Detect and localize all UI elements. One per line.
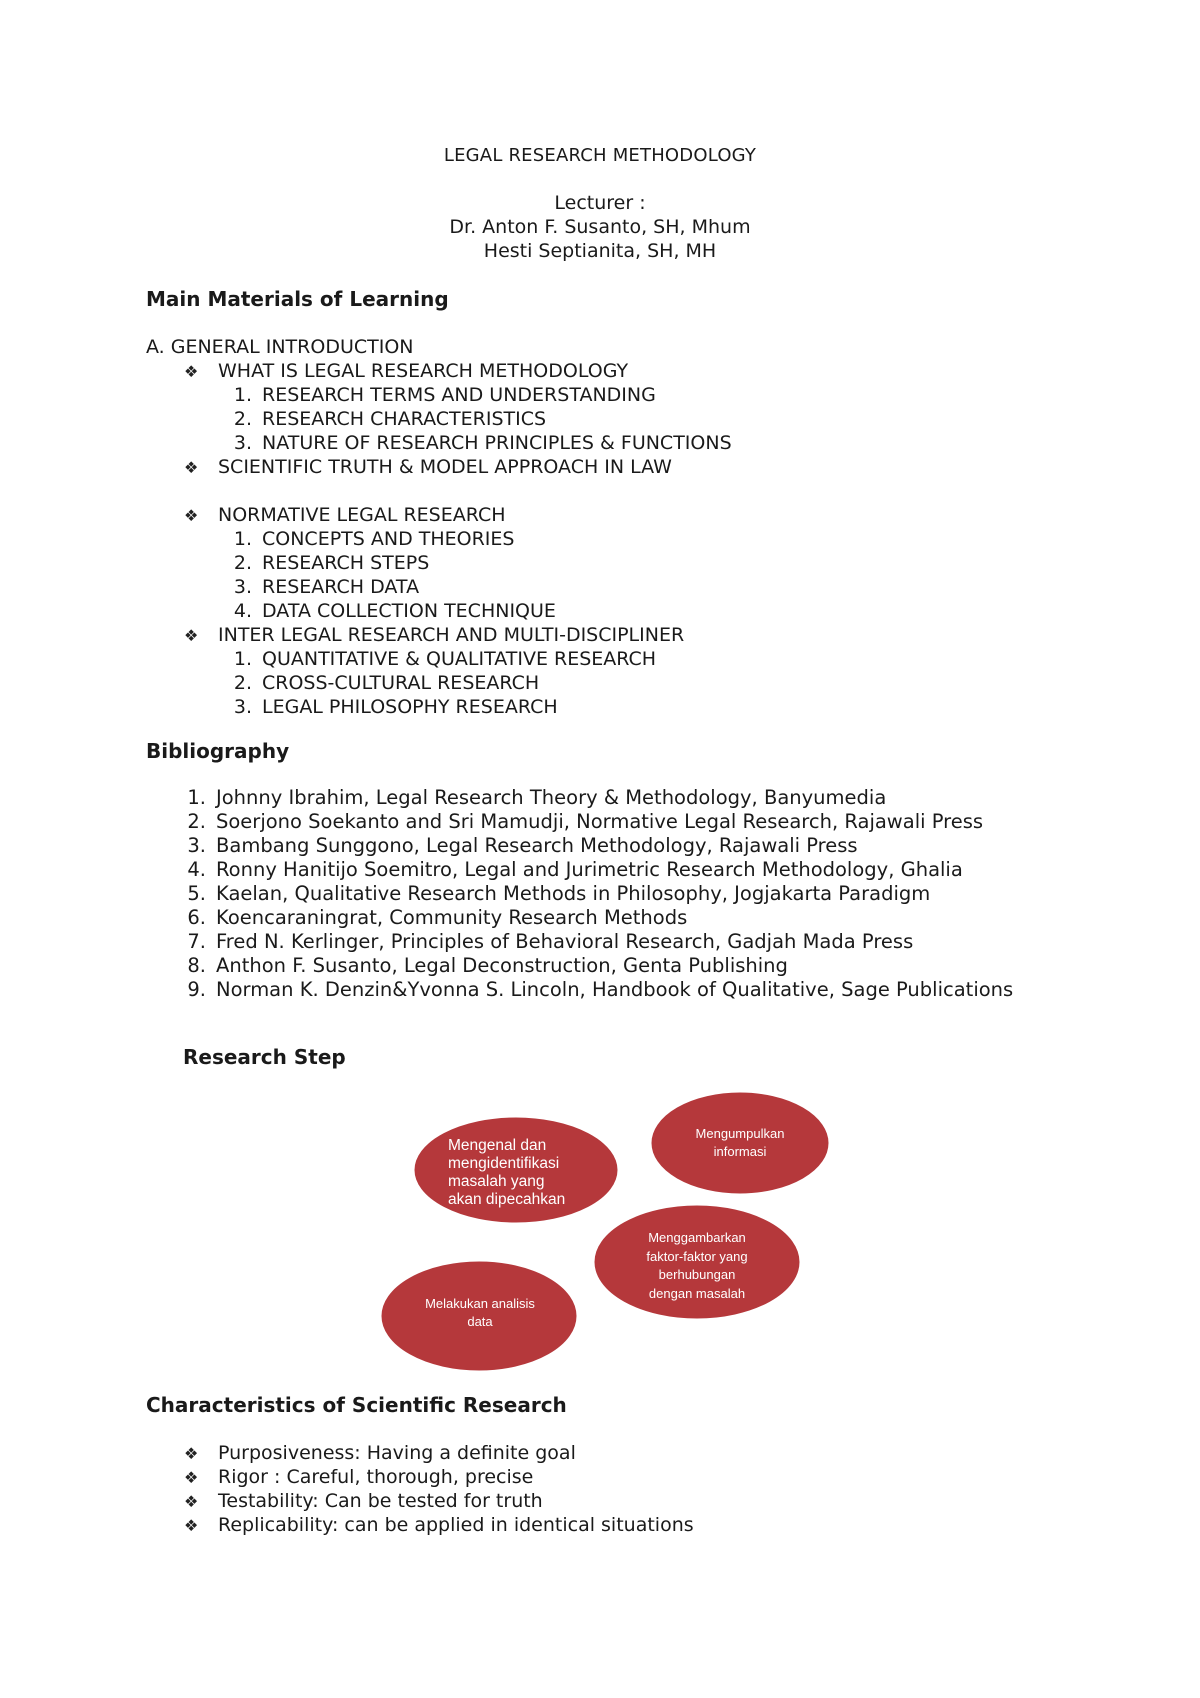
item-number: 6. [187,906,206,929]
bibliography-item [170,834,858,858]
outline-bullet-label: INTER LEGAL RESEARCH AND MULTI-DISCIPLINER [218,624,685,646]
outline-subitem-label: DATA COLLECTION TECHNIQUE [262,600,556,622]
item-number: 3. [233,696,252,718]
bibliography-item [170,810,983,834]
outline-bullet [184,455,672,480]
step-label-line: dengan masalah [648,1285,746,1301]
outline-subitem [216,671,539,695]
outline-subitem-label: RESEARCH DATA [262,576,420,598]
research-step-diagram [370,1085,850,1375]
bibliography-entry: Johnny Ibrahim, Legal Research Theory & Methodology, Banyumedia [216,786,887,809]
main-materials-heading: Main Materials of Learning [146,287,449,311]
step-label-line: mengidentifikasi [448,1155,560,1172]
item-number: 5. [187,882,206,905]
characteristics-heading: Characteristics of Scientific Research [146,1393,567,1417]
diamond-bullet-icon: ❖ [184,1492,199,1511]
outline-bullet-label: NORMATIVE LEGAL RESEARCH [218,504,506,526]
characteristic-item [184,1489,543,1514]
step-label-line: data [467,1314,493,1329]
outline-subitem [216,599,556,623]
diamond-bullet-icon: ❖ [184,506,199,525]
step-label-line: masalah yang [448,1173,545,1190]
bibliography-entry: Koencaraningrat, Community Research Methods [216,906,688,929]
characteristic-item [184,1513,694,1538]
bibliography-item [170,930,913,954]
characteristic-item [184,1441,576,1466]
outline-subitem-label: CROSS-CULTURAL RESEARCH [262,672,540,694]
outline-subitem [216,527,514,551]
item-number: 1. [187,786,206,809]
step-label [400,1295,560,1331]
research-step-heading: Research Step [183,1045,346,1069]
item-number: 3. [187,834,206,857]
bibliography-entry: Norman K. Denzin&Yvonna S. Lincoln, Handbook of Qualitative, Sage Publications [216,978,1014,1001]
bibliography-heading: Bibliography [146,739,290,763]
lecturer-label: Lecturer : [554,192,646,214]
outline-subitem [216,695,558,719]
diamond-bullet-icon: ❖ [184,1468,199,1487]
step-label-line: akan dipecahkan [448,1191,566,1208]
outline-subitem [216,383,656,407]
bibliography-item [170,978,1013,1002]
bibliography-entry: Soerjono Soekanto and Sri Mamudji, Normative Legal Research, Rajawali Press [216,810,984,833]
outline-subitem-label: LEGAL PHILOSOPHY RESEARCH [262,696,558,718]
outline-subitem [216,575,419,599]
step-label [448,1137,565,1209]
item-number: 9. [187,978,206,1001]
item-number: 8. [187,954,206,977]
outline-subitem [216,647,656,671]
bibliography-entry: Bambang Sunggono, Legal Research Methodology, Rajawali Press [216,834,858,857]
diamond-bullet-icon: ❖ [184,458,199,477]
diamond-bullet-icon: ❖ [184,1444,199,1463]
outline-subitem-label: CONCEPTS AND THEORIES [262,528,515,550]
characteristic-label: Testability: Can be tested for truth [218,1490,543,1512]
item-number: 3. [233,432,252,454]
item-number: 7. [187,930,206,953]
section-a-label: A. GENERAL INTRODUCTION [146,336,414,358]
outline-subitem-label: NATURE OF RESEARCH PRINCIPLES & FUNCTIONS [262,432,732,454]
bibliography-entry: Ronny Hanitijo Soemitro, Legal and Jurimetric Research Methodology, Ghalia [216,858,963,881]
bibliography-entry: Fred N. Kerlinger, Principles of Behavioral Research, Gadjah Mada Press [216,930,914,953]
item-number: 2. [233,552,252,574]
characteristic-label: Purposiveness: Having a definite goal [218,1442,576,1464]
step-label-line: faktor-faktor yang [646,1248,748,1264]
diamond-bullet-icon: ❖ [184,626,199,645]
outline-bullet [184,503,506,528]
diamond-bullet-icon: ❖ [184,362,199,381]
lecturer-name: Dr. Anton F. Susanto, SH, Mhum [449,216,751,238]
outline-bullet-label: SCIENTIFIC TRUTH & MODEL APPROACH IN LAW [218,456,672,478]
item-number: 1. [233,528,252,550]
bibliography-entry: Anthon F. Susanto, Legal Deconstruction, Genta Publishing [216,954,788,977]
outline-bullet [184,623,684,648]
outline-subitem-label: RESEARCH STEPS [262,552,430,574]
item-number: 3. [233,576,252,598]
outline-subitem-label: RESEARCH CHARACTERISTICS [262,408,547,430]
bibliography-item [170,786,886,810]
item-number: 2. [187,810,206,833]
characteristic-label: Replicability: can be applied in identical situations [218,1514,694,1536]
step-label-line: Melakukan analisis [425,1296,535,1311]
bibliography-entry: Kaelan, Qualitative Research Methods in Philosophy, Jogjakarta Paradigm [216,882,931,905]
bibliography-item [170,906,687,930]
step-label [612,1229,782,1303]
step-label-line: Mengenal dan [448,1137,547,1154]
step-label-line: Mengumpulkan [695,1126,785,1141]
bibliography-item [170,858,963,882]
step-label-line: informasi [713,1144,767,1159]
outline-subitem [216,551,429,575]
page-title: LEGAL RESEARCH METHODOLOGY [443,145,757,166]
outline-subitem [216,407,546,431]
diamond-bullet-icon: ❖ [184,1516,199,1535]
outline-bullet [184,359,628,384]
item-number: 2. [233,672,252,694]
characteristic-label: Rigor : Careful, thorough, precise [218,1466,534,1488]
step-label-line: Menggambarkan [648,1230,746,1245]
item-number: 4. [187,858,206,881]
outline-subitem [216,431,732,455]
bibliography-item [170,882,930,906]
outline-subitem-label: RESEARCH TERMS AND UNDERSTANDING [262,384,656,406]
step-label-line: berhubungan [658,1267,736,1282]
outline-bullet-label: WHAT IS LEGAL RESEARCH METHODOLOGY [218,360,629,382]
item-number: 4. [233,600,252,622]
bibliography-item [170,954,788,978]
lecturer-name: Hesti Septianita, SH, MH [483,240,717,262]
characteristic-item [184,1465,533,1490]
step-label [660,1125,820,1161]
item-number: 1. [233,384,252,406]
item-number: 2. [233,408,252,430]
item-number: 1. [233,648,252,670]
outline-subitem-label: QUANTITATIVE & QUALITATIVE RESEARCH [262,648,657,670]
